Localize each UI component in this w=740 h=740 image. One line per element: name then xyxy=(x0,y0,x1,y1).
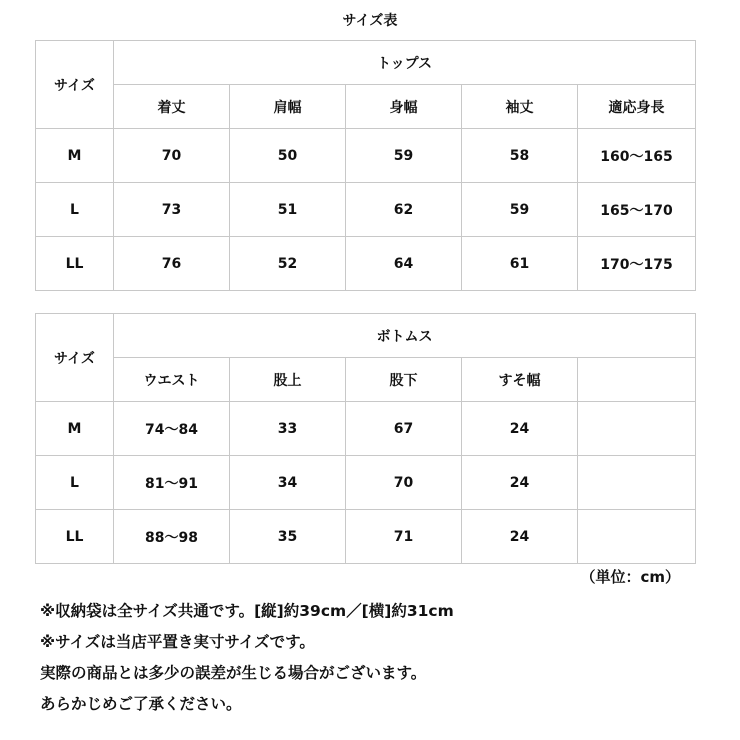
size-cell: LL xyxy=(36,237,114,291)
notes-list xyxy=(40,596,454,720)
value-cell: 51 xyxy=(230,183,346,237)
value-cell: 88～98 xyxy=(114,510,230,564)
value-cell: 76 xyxy=(114,237,230,291)
size-cell: M xyxy=(36,129,114,183)
value-cell: 73 xyxy=(114,183,230,237)
table-row xyxy=(36,129,696,183)
value-cell: 62 xyxy=(346,183,462,237)
column-header: 肩幅 xyxy=(230,85,346,129)
unit-label: （単位：cm） xyxy=(580,568,680,586)
value-cell: 24 xyxy=(462,456,578,510)
column-header: 着丈 xyxy=(114,85,230,129)
value-cell: 70 xyxy=(114,129,230,183)
value-cell: 35 xyxy=(230,510,346,564)
column-header: 股下 xyxy=(346,358,462,402)
note-item: ※サイズは当店平置き実寸サイズです。 xyxy=(40,633,315,651)
value-cell: 24 xyxy=(462,510,578,564)
value-cell: 67 xyxy=(346,402,462,456)
value-cell: 160～165 xyxy=(578,129,696,183)
value-cell: 59 xyxy=(346,129,462,183)
table-row xyxy=(36,456,696,510)
table-row xyxy=(36,402,696,456)
column-header: 身幅 xyxy=(346,85,462,129)
value-cell xyxy=(578,456,696,510)
page-title: サイズ表 xyxy=(342,13,398,29)
column-header xyxy=(578,358,696,402)
value-cell: 58 xyxy=(462,129,578,183)
size-header: サイズ xyxy=(36,314,114,402)
tops-size-table xyxy=(35,40,696,291)
value-cell: 50 xyxy=(230,129,346,183)
value-cell: 61 xyxy=(462,237,578,291)
value-cell: 165～170 xyxy=(578,183,696,237)
value-cell: 70 xyxy=(346,456,462,510)
size-cell: LL xyxy=(36,510,114,564)
column-header: すそ幅 xyxy=(462,358,578,402)
section-header-bottoms: ボトムス xyxy=(114,314,696,358)
size-header: サイズ xyxy=(36,41,114,129)
size-cell: M xyxy=(36,402,114,456)
value-cell: 81～91 xyxy=(114,456,230,510)
value-cell: 64 xyxy=(346,237,462,291)
bottoms-size-table xyxy=(35,313,696,564)
column-header: 股上 xyxy=(230,358,346,402)
note-item: ※収納袋は全サイズ共通です。[縦]約39cm／[横]約31cm xyxy=(40,602,454,620)
value-cell: 59 xyxy=(462,183,578,237)
size-cell: L xyxy=(36,456,114,510)
table-row xyxy=(36,510,696,564)
value-cell xyxy=(578,510,696,564)
value-cell: 170～175 xyxy=(578,237,696,291)
table-row xyxy=(36,183,696,237)
table-row xyxy=(36,237,696,291)
value-cell: 34 xyxy=(230,456,346,510)
column-header: ウエスト xyxy=(114,358,230,402)
size-cell: L xyxy=(36,183,114,237)
note-item: 実際の商品とは多少の誤差が生じる場合がございます。 xyxy=(40,664,427,682)
column-header: 適応身長 xyxy=(578,85,696,129)
value-cell: 33 xyxy=(230,402,346,456)
value-cell: 52 xyxy=(230,237,346,291)
value-cell: 74～84 xyxy=(114,402,230,456)
value-cell: 24 xyxy=(462,402,578,456)
column-header: 袖丈 xyxy=(462,85,578,129)
note-item: あらかじめご了承ください。 xyxy=(40,695,242,713)
value-cell xyxy=(578,402,696,456)
value-cell: 71 xyxy=(346,510,462,564)
section-header-tops: トップス xyxy=(114,41,696,85)
